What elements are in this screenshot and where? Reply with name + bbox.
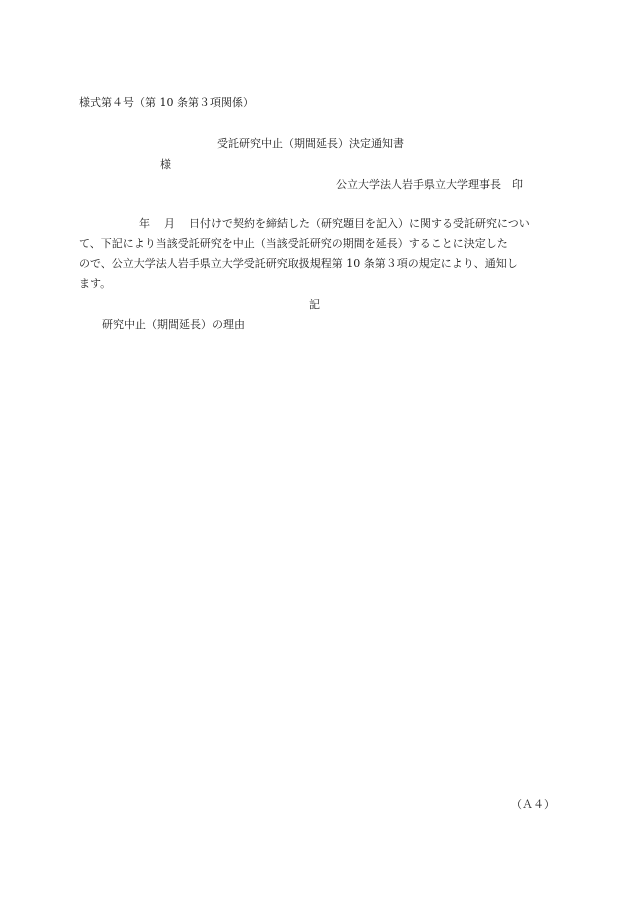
reason-label: 研究中止（期間延長）の理由 <box>102 318 245 331</box>
body-line-3: ので、公立大学法人岩手県立大学受託研究取扱規程第 10 条第３項の規定により、通知し <box>79 257 518 270</box>
paper-size-label: （Ａ４） <box>511 798 555 811</box>
body-line-1-text: 日付けで契約を締結した（研究題目を記入）に関する受託研究につい <box>189 217 530 230</box>
form-number: 様式第４号（第 10 条第３項関係） <box>79 96 254 109</box>
body-line-1 <box>79 214 555 234</box>
document-title: 受託研究中止（期間延長）決定通知書 <box>217 137 404 150</box>
ki-heading: 記 <box>309 298 320 311</box>
issuer-line: 公立大学法人岩手県立大学理事長 印 <box>336 178 523 191</box>
body-line-2: て、下記により当該受託研究を中止（当該受託研究の期間を延長）することに決定した <box>79 237 508 250</box>
addressee-suffix: 様 <box>160 158 171 171</box>
body-line-4: ます。 <box>79 277 112 290</box>
notice-body <box>79 214 555 294</box>
year-label: 年 <box>139 217 150 230</box>
month-label: 月 <box>164 217 175 230</box>
